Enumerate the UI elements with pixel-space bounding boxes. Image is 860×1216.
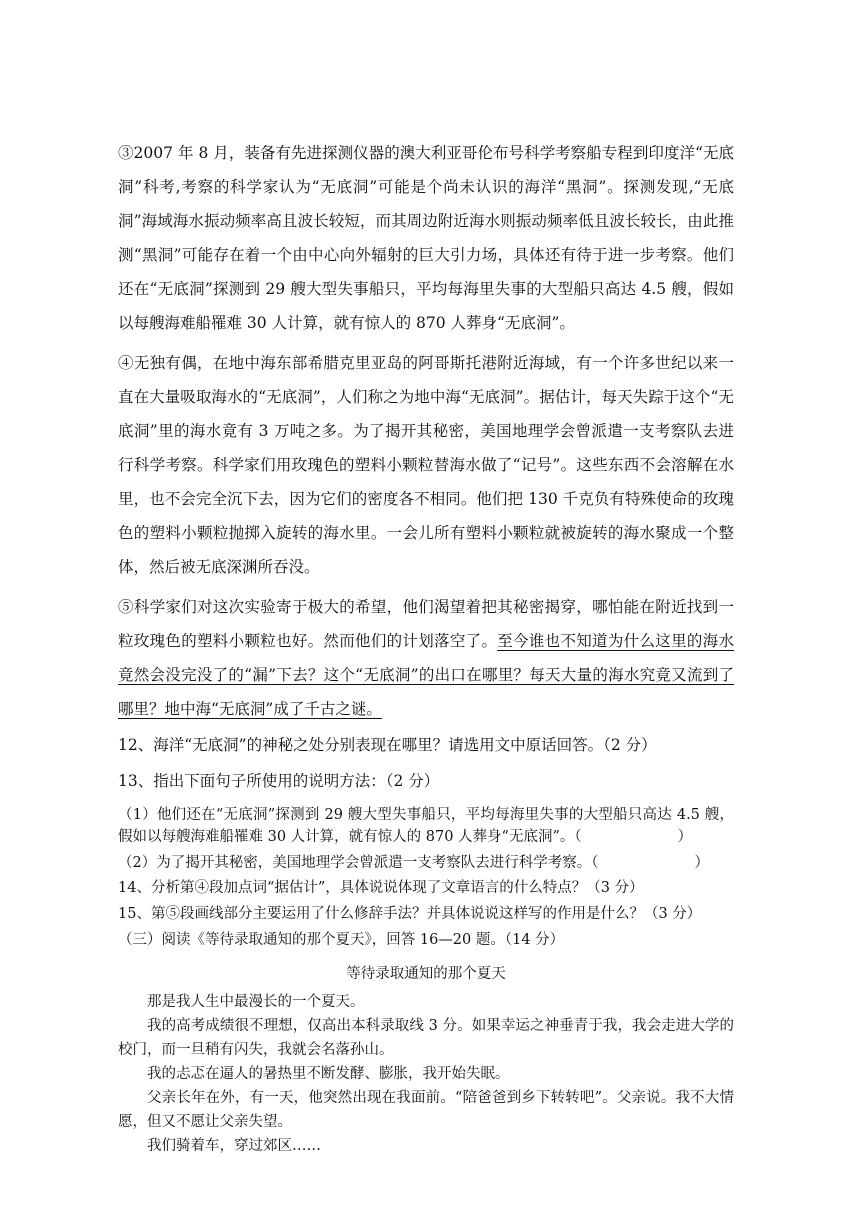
paragraph-3: ③2007 年 8 月，装备有先进探测仪器的澳大利亚哥伦布号科学考察船专程到印度洋“无底洞”科考,考察的科学家认为“无底洞”可能是个尚未认识的海洋“黑洞”。探测发现,“无底洞”海域海水振动频率高且波长较短，而其周边附近海水则振动频率低且波长较长，由此推测“黑洞”可能存在着一个由中心向外辐射的巨大引力场，具体还有待于进一步考察。他们还在“无底洞”探测到 29 艘大型失事船只，平均每海里失事的大型船只高达 4.5 艘，假如以每艘海难船罹难 30 人计算，就有惊人的 870 人葬身“无底洞”。 xyxy=(118,144,734,332)
story-title: 等待录取通知的那个夏天 xyxy=(346,966,506,982)
question-14: 14、分析第④段加点词“据估计”，具体说说体现了文章语言的什么特点？（3 分） xyxy=(118,880,644,896)
question-13-item-1 xyxy=(118,804,734,848)
story-paragraph: 那是我人生中最漫长的一个夏天。 xyxy=(147,994,365,1010)
paragraph-4: ④无独有偶，在地中海东部希腊克里亚岛的阿哥斯托港附近海域，有一个许多世纪以来一直在大量吸取海水的“无底洞”，人们称之为地中海“无底洞”。据估计，每天失踪于这个“无底洞”里的海水竟有 3 万吨之多。为了揭开其秘密，美国地理学会曾派遣一支考察队去进行科学考察。科学家们用玫瑰色的塑料小颗粒替海水做了“记号”。这些东西不会溶解在水里，也不会完全沉下去，因为它们的密度各不相同。他们把 130 千克负有特殊使命的玫瑰色的塑料小颗粒抛掷入旋转的海水里。一会儿所有塑料小颗粒就被旋转的海水聚成一个整体，然后被无底深渊所吞没。 xyxy=(118,354,734,576)
story-paragraph: 我的忐忑在逼人的暑热里不断发酵、膨胀，我开始失眠。 xyxy=(147,1066,510,1082)
story-paragraph: 父亲长年在外，有一天，他突然出现在我面前。“陪爸爸到乡下转转吧”。父亲说。我不大情愿，但又不愿让父亲失望。 xyxy=(118,1090,734,1130)
paragraph-5-underlined: 至今谁也不知道为什么这里的海水竟然会没完没了的“漏”下去？这个“无底洞”的出口在哪里？每天大量的海水究竟又流到了哪里？地中海“无底洞”成了千古之谜。 xyxy=(118,632,734,718)
question-13: 13、指出下面句子所使用的说明方法：（2 分） xyxy=(118,772,440,790)
story-paragraph: 我的高考成绩很不理想，仅高出本科录取线 3 分。如果幸运之神垂青于我，我会走进大学的校门，而一旦稍有闪失，我就会名落孙山。 xyxy=(118,1018,734,1058)
question-13-item-1-text: （1）他们还在“无底洞”探测到 29 艘大型失事船只，平均每海里失事的大型船只高达 4.5 艘，假如以每艘海难船罹难 30 人计算，就有惊人的 870 人葬身“无底洞”。（ xyxy=(118,807,734,845)
question-13-item-2-text: （2）为了揭开其秘密，美国地理学会曾派遣一支考察队去进行科学考察。（ xyxy=(118,855,599,871)
section-3-heading: （三）阅读《等待录取通知的那个夏天》，回答 16—20 题。（14 分） xyxy=(118,932,565,948)
paragraph-5 xyxy=(118,590,734,726)
question-13-item-2-close: ） xyxy=(694,855,709,871)
question-15: 15、第⑤段画线部分主要运用了什么修辞手法？并具体说说这样写的作用是什么？（3 分） xyxy=(118,906,702,922)
question-13-item-1-close: ） xyxy=(677,829,693,845)
question-12: 12、海洋“无底洞”的神秘之处分别表现在哪里？请选用文中原话回答。（2 分） xyxy=(118,736,657,754)
story-paragraph: 我们骑着车，穿过郊区…… xyxy=(147,1138,321,1154)
document-page xyxy=(118,136,734,1158)
story-body xyxy=(118,990,734,1158)
paragraph-5-plain: ⑤科学家们对这次实验寄于极大的希望，他们渴望着把其秘密揭穿，哪怕能在附近找到一粒玫瑰色的塑料小颗粒也好。然而他们的计划落空了。 xyxy=(118,598,734,650)
question-13-item-2 xyxy=(118,852,734,874)
